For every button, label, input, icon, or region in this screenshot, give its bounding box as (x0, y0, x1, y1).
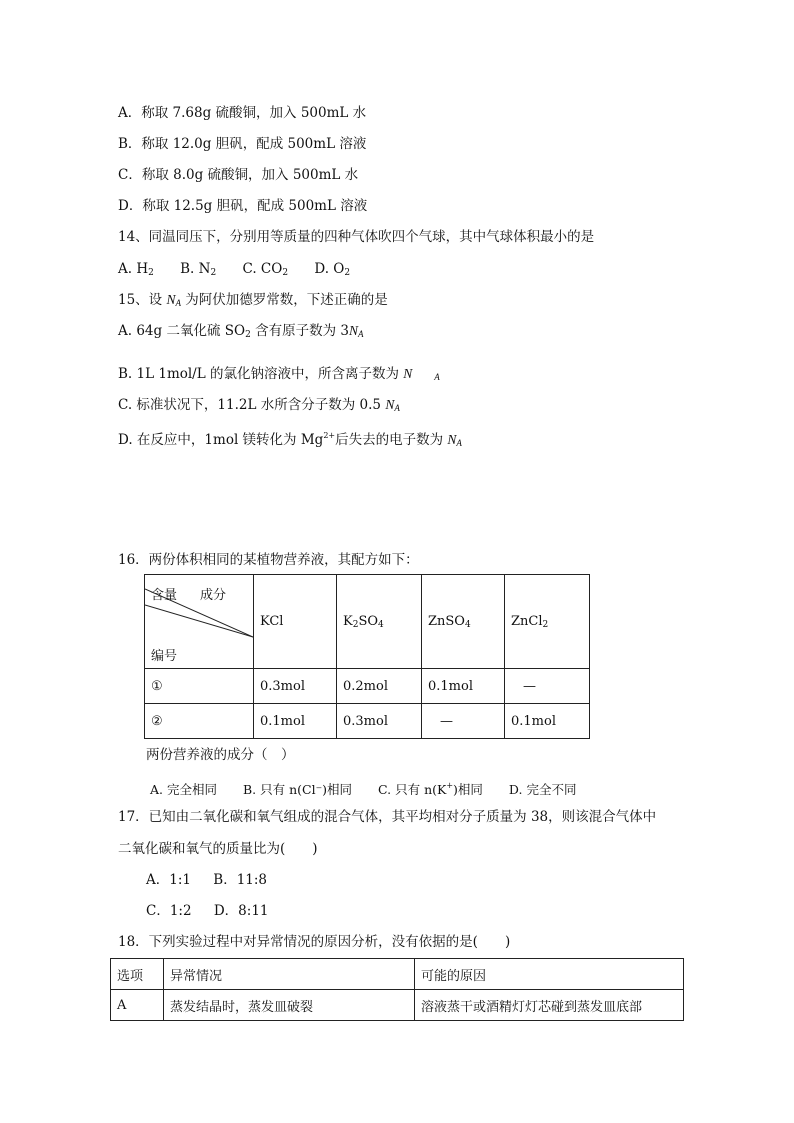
header-znso4: ZnSO$_4$ (422, 575, 505, 669)
table-row (145, 704, 590, 739)
q16-option-b: B. 只有 n(Cl⁻)相同 (242, 782, 353, 797)
q17-option-b: B．11:8 (213, 872, 268, 888)
corner-label-number: 编号 (151, 649, 178, 664)
cell-option: A (111, 990, 164, 1021)
cell-zncl2: — (505, 669, 590, 704)
q16-option-d: D. 完全不同 (508, 782, 577, 797)
q14-option-d: D. $O_2$ (314, 261, 351, 278)
q13-option-d: D．称取 12.5g 胆矾，配成 500mL 溶液 (118, 198, 368, 214)
table-header-row (111, 959, 684, 990)
header-situation: 异常情况 (164, 959, 415, 990)
q14-option-b: B. $N_2$ (180, 261, 217, 278)
q14-option-c: C. $CO_2$ (242, 261, 289, 278)
q17-options-row2 (146, 902, 269, 920)
cell-kcl: 0.1mol (254, 704, 337, 739)
q16-table (144, 574, 590, 739)
header-kcl: KCl (254, 575, 337, 669)
cell-k2so4: 0.2mol (337, 669, 422, 704)
q16-question: 两份营养液的成分（ ） (146, 747, 295, 763)
q18-stem: 18．下列实验过程中对异常情况的原因分析，没有依据的是( ) (118, 934, 511, 950)
q17-option-d: D．8:11 (213, 903, 269, 919)
q17-stem-line2: 二氧化碳和氧气的质量比为( ) (118, 841, 318, 857)
header-zncl2: ZnCl$_2$ (505, 575, 590, 669)
q17-stem-line1: 17．已知由二氧化碳和氧气组成的混合气体，其平均相对分子质量为 38，则该混合气体中 (118, 809, 657, 825)
q16-options (150, 777, 576, 799)
q18-table (110, 958, 684, 1021)
q16-header-corner (145, 575, 254, 669)
q13-option-b: B．称取 12.0g 胆矾，配成 500mL 溶液 (118, 136, 367, 152)
cell-znso4: — (422, 704, 505, 739)
q17-option-a: A．1:1 (146, 872, 191, 888)
q14-stem: 14、同温同压下，分别用等质量的四种气体吹四个气球，其中气球体积最小的是 (118, 229, 595, 245)
header-k2so4: $K_2SO_4$ (337, 575, 422, 669)
corner-label-content: 含量 (151, 588, 178, 603)
q15-option-b: B. 1L 1mol/L 的氯化钠溶液中，所含离子数为 N $_A$ (118, 366, 440, 382)
q16-option-a: A. 完全相同 (150, 782, 217, 797)
q14-options (118, 260, 350, 282)
cell-k2so4: 0.3mol (337, 704, 422, 739)
q15-option-c: C. 标准状况下，11.2L 水所含分子数为 0.5 $N_A$ (118, 397, 400, 413)
q16-stem: 16．两份体积相同的某植物营养液，其配方如下： (118, 552, 419, 568)
cell-situation: 蒸发结晶时，蒸发皿破裂 (164, 990, 415, 1021)
cell-reason: 溶液蒸干或酒精灯灯芯碰到蒸发皿底部 (415, 990, 684, 1021)
q13-option-c: C．称取 8.0g 硫酸铜，加入 500mL 水 (118, 167, 359, 183)
q14-option-a: A. $H_2$ (118, 261, 154, 278)
header-reason: 可能的原因 (415, 959, 684, 990)
row-id: ① (145, 669, 254, 704)
header-option: 选项 (111, 959, 164, 990)
q17-option-c: C．1:2 (146, 903, 192, 919)
cell-znso4: 0.1mol (422, 669, 505, 704)
q15-stem: 15、设 $N_A$ 为阿伏加德罗常数，下述正确的是 (118, 292, 388, 308)
q15-option-a: A. 64g 二氧化硫 $SO_2$ 含有原子数为 $3N_A$ (118, 323, 364, 340)
row-id: ② (145, 704, 254, 739)
q16-option-c: C. 只有 n(K+)相同 (378, 781, 483, 797)
table-row (145, 669, 590, 704)
q15-option-d: D. 在反应中，1mol 镁转化为 $Mg^{2+}$后失去的电子数为 $N_A$ (118, 431, 462, 448)
cell-kcl: 0.3mol (254, 669, 337, 704)
q17-options-row1 (146, 871, 267, 889)
table-row (111, 990, 684, 1021)
corner-label-component: 成分 (200, 588, 227, 603)
cell-zncl2: 0.1mol (505, 704, 590, 739)
q13-option-a: A．称取 7.68g 硫酸铜，加入 500mL 水 (118, 105, 367, 121)
